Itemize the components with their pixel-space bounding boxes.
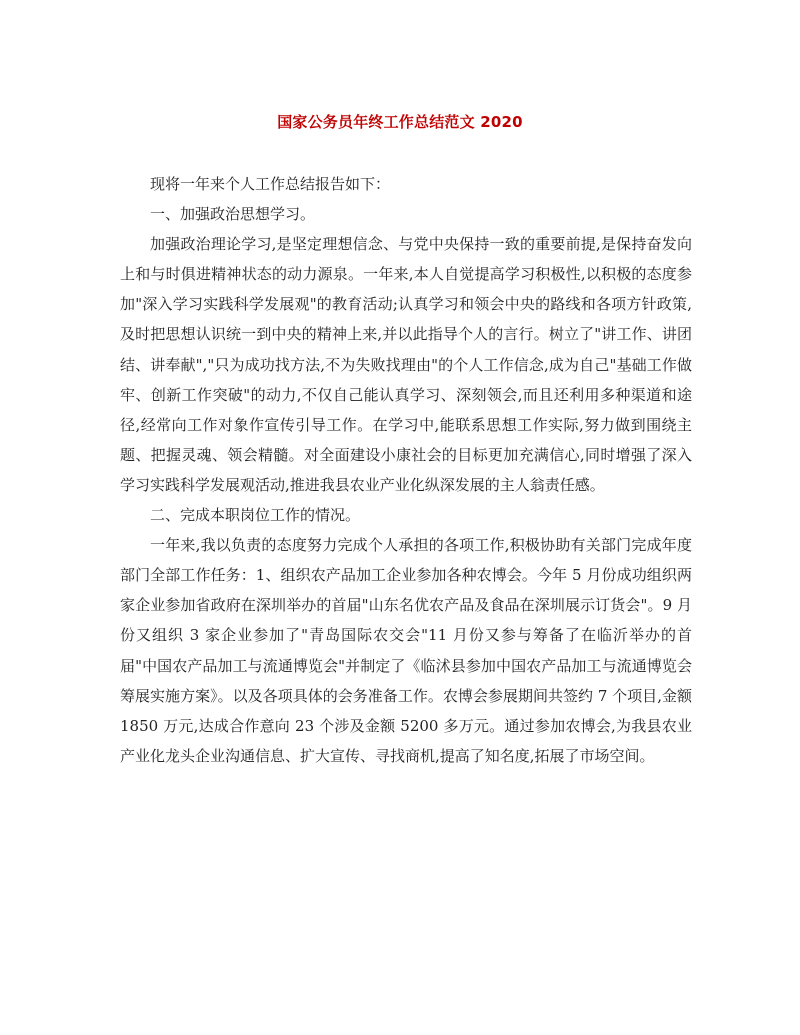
- document-body: [120, 169, 692, 771]
- intro-paragraph: 现将一年来个人工作总结报告如下：: [150, 175, 391, 193]
- document-title: 国家公务员年终工作总结范文 2020: [277, 113, 523, 131]
- body-paragraph-1: 加强政治理论学习,是坚定理想信念、与党中央保持一致的重要前提,是保持奋发向上和与时俱进精神状态的动力源泉。一年来,本人自觉提高学习积极性,以积极的态度参加"深入学习实践科学发展观"的教育活动;认真学习和领会中央的路线和各项方针政策,及时把思想认识统一到中央的精神上来,并以此指导个人的言行。树立了"讲工作、讲团结、讲奉献","只为成功找方法,不为失败找理由"的个人工作信念,成为自己"基础工作做牢、创新工作突破"的动力,不仅自己能认真学习、深刻领会,而且还利用多种渠道和途径,经常向工作对象作宣传引导工作。在学习中,能联系思想工作实际,努力做到围绕主题、把握灵魂、领会精髓。对全面建设小康社会的目标更加充满信心,同时增强了深入学习实践科学发展观活动,推进我县农业产业化纵深发展的主人翁责任感。: [120, 235, 692, 494]
- section-heading-1: 一、加强政治思想学习。: [150, 205, 316, 224]
- section-heading-2: 二、完成本职岗位工作的情况。: [150, 506, 361, 525]
- body-paragraph-2: 一年来,我以负责的态度努力完成个人承担的各项工作,积极协助有关部门完成年度部门全部工作任务：1、组织农产品加工企业参加各种农博会。今年 5 月份成功组织两家企业参加省政府在深圳举办的首届"山东名优农产品及食品在深圳展示订货会"。9 月份又组织 3 家企业参加了"青岛国际农交会"11 月份又参与筹备了在临沂举办的首届"中国农产品加工与流通博览会"并制定了《临沭县参加中国农产品加工与流通博览会筹展实施方案》。以及各项具体的会务准备工作。农博会参展期间共签约 7 个项目,金额 1850 万元,达成合作意向 23 个涉及金额 5200 多万元。通过参加农博会,为我县农业产业化龙头企业沟通信息、扩大宣传、寻找商机,提高了知名度,拓展了市场空间。: [120, 536, 692, 765]
